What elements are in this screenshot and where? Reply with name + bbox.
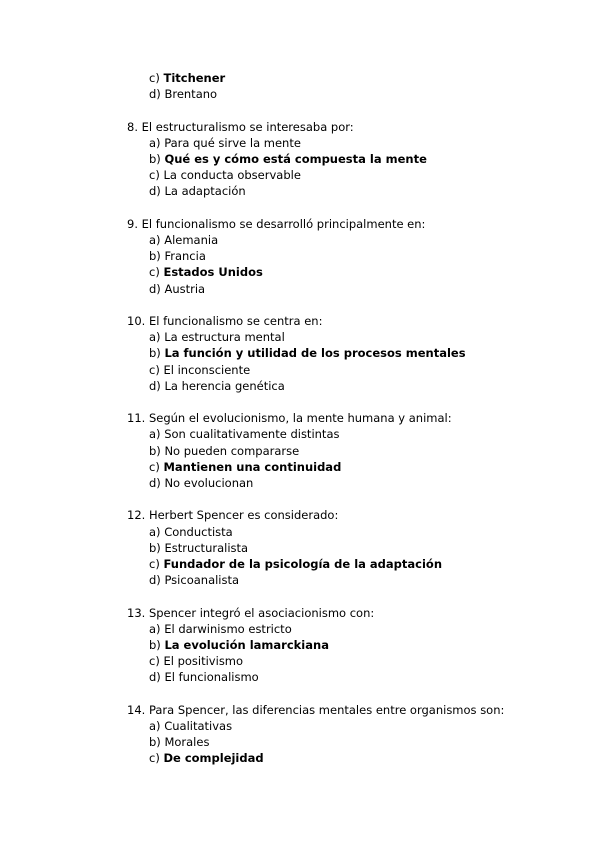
option-text: No pueden compararse (164, 443, 300, 458)
question-8 (127, 119, 567, 200)
answer-option (127, 329, 567, 345)
answer-option (127, 426, 567, 442)
answer-option (127, 135, 567, 151)
answer-option (127, 378, 567, 394)
question-number: 11. (127, 411, 146, 426)
question-text: El estructuralismo se interesaba por: (141, 119, 354, 134)
option-label: b) (149, 152, 161, 166)
quiz-content (127, 70, 567, 767)
option-label: d) (149, 87, 161, 102)
question-10 (127, 313, 567, 394)
answer-option (127, 734, 567, 750)
option-label: c) (149, 362, 160, 377)
option-label: b) (149, 249, 161, 264)
option-text: Morales (164, 735, 210, 750)
option-text: Para qué sirve la mente (164, 135, 301, 150)
answer-option (127, 475, 567, 491)
question-stem (127, 410, 567, 426)
option-label: d) (149, 573, 161, 588)
question-number: 10. (127, 314, 146, 328)
question-text: El funcionalismo se desarrolló principalmente en: (141, 216, 426, 231)
option-text: Conductista (164, 524, 233, 539)
question-number: 13. (127, 605, 146, 620)
question-stem (127, 507, 567, 523)
option-text: La evolución lamarckiana (164, 638, 329, 653)
answer-option (127, 443, 567, 459)
option-label: b) (149, 540, 161, 555)
answer-option (127, 621, 567, 637)
option-text: Psicoanalista (164, 573, 240, 588)
option-text: El funcionalismo (164, 670, 259, 685)
question-text: Herbert Spencer es considerado: (148, 508, 339, 523)
question-12 (127, 507, 567, 588)
question-stem (127, 313, 567, 329)
question-text: Para Spencer, las diferencias mentales entre organismos son: (148, 702, 505, 717)
option-label: c) (149, 168, 160, 183)
option-label: c) (149, 557, 160, 572)
question-stem (127, 702, 567, 718)
option-text: La herencia genética (164, 378, 285, 393)
question-text: Según el evolucionismo, la mente humana y animal: (148, 411, 452, 426)
option-label: a) (149, 233, 161, 247)
option-label: d) (149, 476, 161, 491)
option-label: a) (149, 135, 161, 150)
question-stem (127, 216, 567, 232)
answer-option (127, 281, 567, 297)
option-text: La adaptación (164, 184, 246, 199)
option-label: a) (149, 427, 161, 442)
question-text: El funcionalismo se centra en: (148, 314, 323, 328)
answer-option (127, 556, 567, 572)
answer-option (127, 653, 567, 669)
question-13 (127, 605, 567, 686)
option-label: d) (149, 281, 161, 296)
answer-option (127, 637, 567, 653)
option-label: c) (149, 751, 160, 766)
option-text: Cualitativas (164, 719, 233, 734)
option-label: d) (149, 670, 161, 685)
option-text: Estructuralista (164, 540, 249, 555)
option-text: La conducta observable (163, 168, 301, 183)
answer-option (127, 572, 567, 588)
option-label: c) (149, 459, 160, 474)
option-label: c) (149, 265, 160, 280)
question-stem (127, 119, 567, 135)
answer-option (127, 70, 567, 86)
option-text: Son cualitativamente distintas (164, 427, 340, 442)
answer-option (127, 167, 567, 183)
option-label: b) (149, 443, 161, 458)
answer-option (127, 750, 567, 766)
option-text: Francia (164, 249, 206, 264)
answer-option (127, 524, 567, 540)
option-text: El darwinismo estricto (164, 621, 292, 636)
question-11 (127, 410, 567, 491)
answer-option (127, 264, 567, 280)
option-label: d) (149, 184, 161, 199)
question-number: 12. (127, 508, 146, 523)
option-label: c) (149, 71, 160, 85)
option-text: Mantienen una continuidad (163, 459, 342, 474)
option-text: El inconsciente (163, 362, 251, 377)
option-label: b) (149, 735, 161, 750)
question-number: 14. (127, 702, 146, 717)
answer-option (127, 232, 567, 248)
question-stem (127, 605, 567, 621)
option-label: a) (149, 621, 161, 636)
answer-option (127, 248, 567, 264)
answer-option (127, 86, 567, 102)
option-text: La función y utilidad de los procesos mentales (164, 346, 466, 361)
option-label: a) (149, 524, 161, 539)
answer-option (127, 362, 567, 378)
option-text: Brentano (164, 87, 218, 102)
option-text: Austria (164, 281, 206, 296)
question-number: 9. (127, 216, 138, 231)
lead-options (127, 70, 567, 102)
option-text: El positivismo (163, 654, 244, 669)
option-label: b) (149, 346, 161, 361)
question-text: Spencer integró el asociacionismo con: (148, 605, 375, 620)
option-text: Estados Unidos (163, 265, 263, 280)
option-text: No evolucionan (164, 476, 254, 491)
answer-option (127, 718, 567, 734)
question-14 (127, 702, 567, 767)
option-text: De complejidad (163, 751, 264, 766)
option-label: d) (149, 378, 161, 393)
option-label: b) (149, 638, 161, 653)
option-label: a) (149, 719, 161, 734)
option-text: Fundador de la psicología de la adaptación (163, 557, 443, 572)
question-9 (127, 216, 567, 297)
answer-option (127, 540, 567, 556)
option-text: Qué es y cómo está compuesta la mente (164, 152, 427, 166)
option-label: c) (149, 654, 160, 669)
answer-option (127, 669, 567, 685)
answer-option (127, 459, 567, 475)
option-text: La estructura mental (164, 330, 285, 345)
option-text: Alemania (164, 233, 219, 247)
option-label: a) (149, 330, 161, 345)
answer-option (127, 345, 567, 361)
answer-option (127, 183, 567, 199)
answer-option (127, 151, 567, 167)
question-number: 8. (127, 119, 138, 134)
option-text: Titchener (163, 71, 226, 85)
